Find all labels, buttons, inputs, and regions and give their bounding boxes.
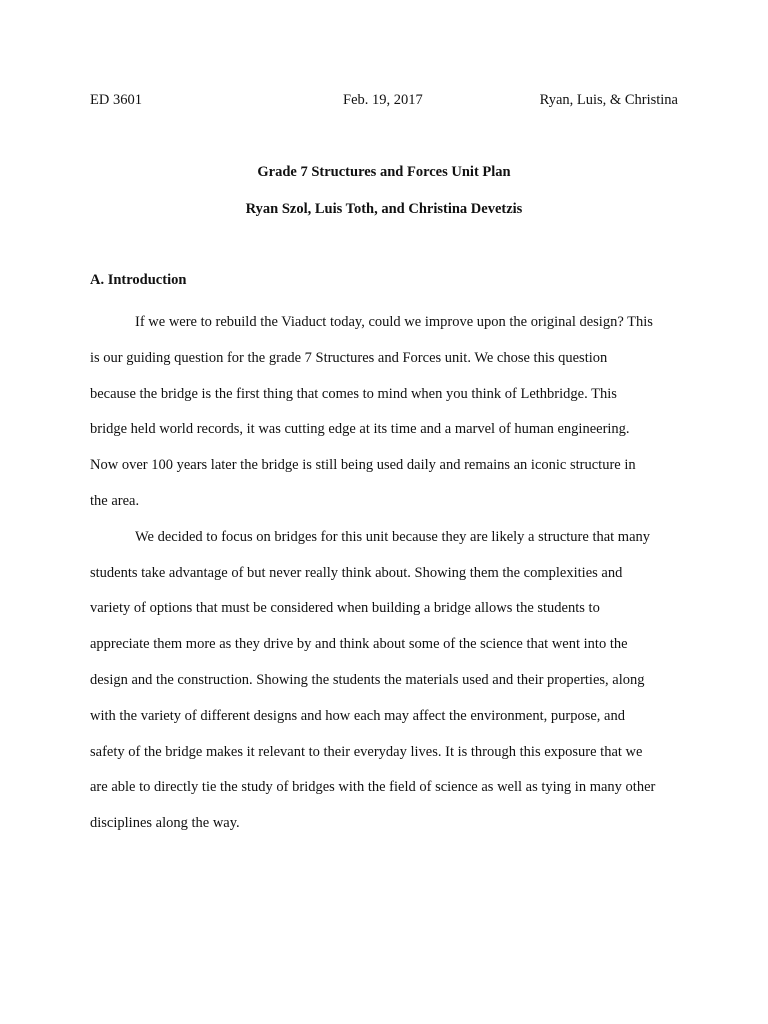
document-authors: Ryan Szol, Luis Toth, and Christina Devetzis — [245, 201, 523, 217]
paragraph-line: disciplines along the way. — [90, 815, 240, 832]
page-header — [90, 92, 678, 112]
paragraph-line: students take advantage of but never really think about. Showing them the complexities and — [90, 564, 623, 581]
paragraph-line: Now over 100 years later the bridge is still being used daily and remains an iconic structure in — [90, 457, 636, 474]
paragraph-line: safety of the bridge makes it relevant to their everyday lives. It is through this exposure that we — [90, 743, 643, 760]
course-code: ED 3601 — [90, 92, 142, 108]
paragraph-line: If we were to rebuild the Viaduct today, could we improve upon the original design? This — [135, 314, 653, 330]
header-authors: Ryan, Luis, & Christina — [539, 92, 678, 108]
paragraph-line: bridge held world records, it was cutting edge at its time and a marvel of human engineering. — [90, 421, 630, 438]
paragraph-line: variety of options that must be considered when building a bridge allows the students to — [90, 600, 600, 617]
paragraph-line: design and the construction. Showing the students the materials used and their properties, along — [90, 671, 645, 688]
section-heading: A. Introduction — [90, 272, 187, 288]
header-date: Feb. 19, 2017 — [343, 92, 423, 108]
paragraph-line: We decided to focus on bridges for this unit because they are likely a structure that many — [135, 528, 651, 545]
paragraph-line: appreciate them more as they drive by and think about some of the science that went into the — [90, 636, 628, 653]
paragraph-line: is our guiding question for the grade 7 Structures and Forces unit. We chose this question — [90, 349, 608, 366]
paragraph-line: because the bridge is the first thing that comes to mind when you think of Lethbridge. This — [90, 385, 617, 402]
introduction-body — [90, 305, 680, 842]
paragraph-line: are able to directly tie the study of bridges with the field of science as well as tying in many other — [90, 779, 656, 796]
document-title: Grade 7 Structures and Forces Unit Plan — [257, 164, 511, 180]
paragraph-line: the area. — [90, 492, 140, 509]
paragraph-line: with the variety of different designs and how each may affect the environment, purpose, and — [90, 707, 625, 724]
